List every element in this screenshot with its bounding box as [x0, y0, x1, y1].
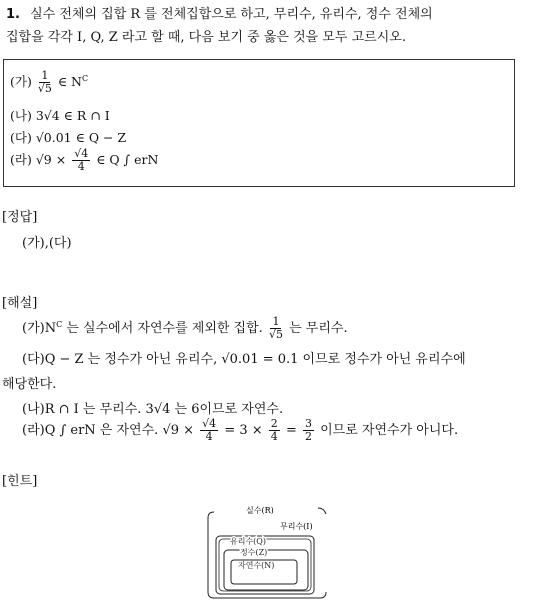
- question-text-1: 실수 전체의 집합 R 를 전체집합으로 하고, 무리수, 유리수, 정수 전체의: [30, 7, 433, 22]
- superscript: C: [82, 73, 89, 83]
- option-label: (다): [10, 130, 32, 145]
- fraction-num: √4: [74, 147, 89, 160]
- real-set-corner: [318, 508, 326, 514]
- fraction-den: 2: [304, 430, 312, 444]
- explanation-text: (가)N: [22, 321, 57, 337]
- integer-set-label: 정수(Z): [240, 548, 268, 557]
- fraction-num: 3: [304, 417, 312, 430]
- option-ra: [10, 148, 158, 173]
- explanation-text: 이므로 자연수가 아니다.: [320, 423, 459, 439]
- explanation-line-5: [22, 418, 458, 443]
- question-number: 1.: [6, 7, 20, 22]
- option-text: ∈ N: [57, 74, 82, 90]
- fraction-num: 2: [270, 417, 278, 430]
- option-text: 3√4 ∈ R ∩ I: [35, 108, 110, 123]
- option-na: [10, 106, 110, 124]
- option-text: ∈ Q ∫ erN: [96, 152, 159, 168]
- explanation-text: (라)Q ∫ erN 은 자연수. √9 ×: [22, 423, 195, 439]
- question-line-2: 집합을 각각 I, Q, Z 라고 할 때, 다음 보기 중 옳은 것을 모두 고르시오.: [6, 30, 406, 45]
- explanation-line-2: (다)Q − Z 는 정수가 아닌 유리수, √0.01 = 0.1 이므로 정수가 아닌 유리수에: [22, 352, 466, 367]
- fraction-num: 1: [272, 315, 280, 328]
- option-ga: [10, 70, 88, 95]
- number-sets-diagram: [200, 502, 340, 600]
- explanation-line-1: [22, 316, 348, 341]
- superscript: C: [56, 319, 63, 329]
- explanation-text: 는 무리수.: [289, 321, 348, 337]
- option-da: [10, 128, 126, 146]
- fraction: [200, 418, 218, 443]
- fraction-den: √5: [268, 328, 283, 342]
- explanation-header: [해설]: [2, 296, 38, 311]
- explanation-text: 는 실수에서 자연수를 제외한 집합.: [62, 321, 263, 337]
- answer-value: (가),(다): [22, 236, 72, 251]
- explanation-text: = 3 ×: [224, 423, 263, 439]
- fraction: [303, 418, 314, 443]
- hint-header: [힌트]: [2, 474, 38, 489]
- explanation-line-4: (나)R ∩ I 는 무리수. 3√4 는 6이므로 자연수.: [22, 402, 284, 417]
- real-set-label: 실수(R): [246, 506, 274, 515]
- options-box: [3, 59, 515, 187]
- option-text: √0.01 ∈ Q − Z: [35, 130, 127, 145]
- fraction: [269, 316, 283, 341]
- fraction-den: √5: [37, 82, 52, 96]
- fraction-den: 4: [270, 430, 278, 444]
- fraction: [72, 148, 90, 173]
- fraction-den: 4: [205, 430, 213, 444]
- fraction: [269, 418, 280, 443]
- option-label: (라): [10, 152, 32, 168]
- natural-set-label: 자연수(N): [238, 561, 275, 570]
- option-text: √9 ×: [35, 152, 67, 168]
- rational-set-label: 유리수(Q): [230, 537, 266, 546]
- explanation-text: =: [285, 423, 297, 439]
- question-line-1: [6, 3, 433, 22]
- fraction-den: 4: [77, 160, 85, 174]
- irrational-set-label: 무리수(I): [280, 522, 313, 531]
- explanation-line-3: 해당한다.: [2, 377, 57, 392]
- option-label: (가): [10, 74, 32, 90]
- fraction: [38, 70, 52, 95]
- fraction-num: 1: [41, 69, 49, 82]
- answer-header: [정답]: [2, 210, 38, 225]
- option-label: (나): [10, 108, 32, 123]
- fraction-num: √4: [202, 417, 217, 430]
